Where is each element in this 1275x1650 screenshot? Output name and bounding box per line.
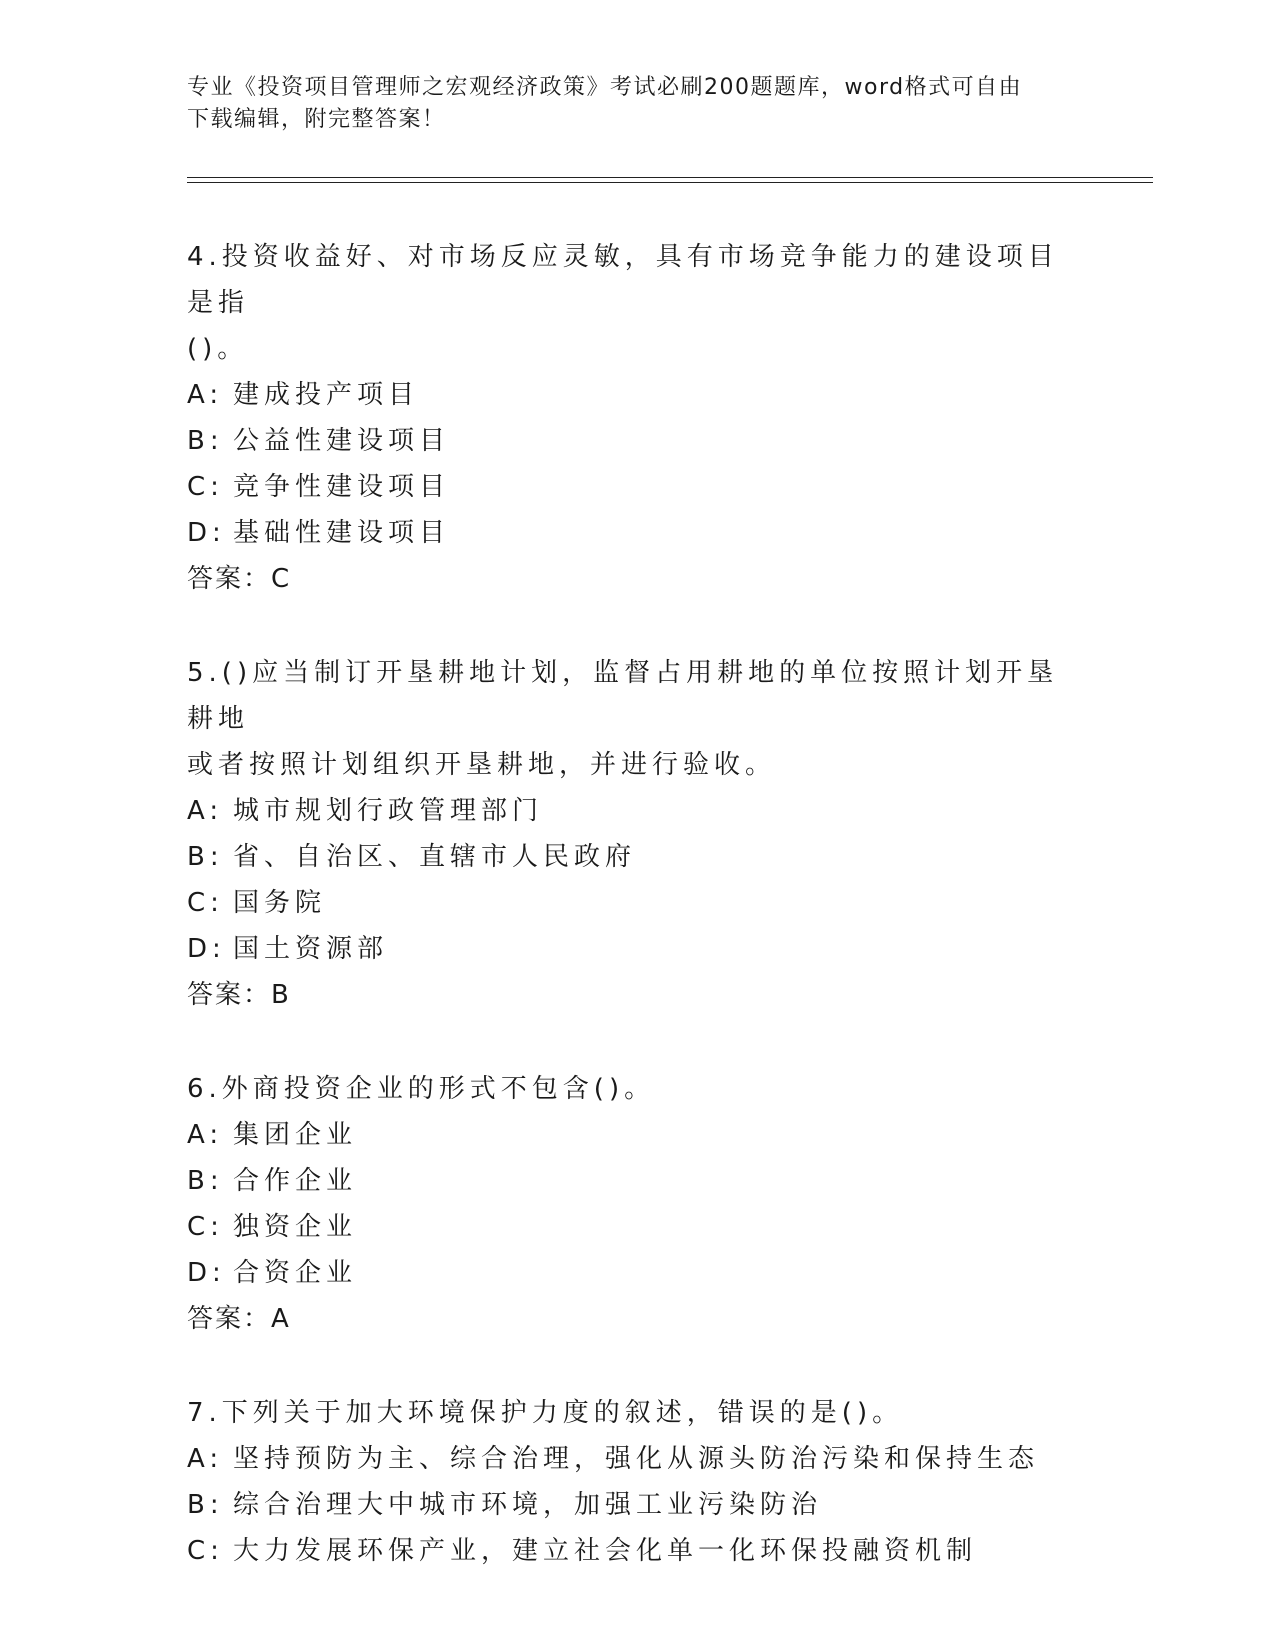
question-text-continued: 或者按照计划组织开垦耕地，并进行验收。: [187, 750, 777, 780]
option-text: 综合治理大中城市环境，加强工业污染防治: [233, 1490, 823, 1520]
option-text: 坚持预防为主、综合治理，强化从源头防治污染和保持生态: [233, 1444, 1040, 1474]
option-text: 集团企业: [233, 1120, 358, 1150]
header-divider-top: [187, 177, 1153, 178]
option-d: [187, 1250, 1087, 1296]
option-c: [187, 880, 1087, 926]
option-d: [187, 510, 1087, 556]
question-text: 4.投资收益好、对市场反应灵敏，具有市场竞争能力的建设项目是指: [187, 242, 1059, 318]
option-text: 国务院: [233, 888, 327, 918]
option-key: D:: [187, 518, 226, 548]
option-text: 国土资源部: [233, 934, 389, 964]
option-a: [187, 1112, 1087, 1158]
option-key: C:: [187, 888, 224, 918]
option-key: A:: [187, 1444, 224, 1474]
option-key: B:: [187, 1166, 224, 1196]
option-text: 建成投产项目: [233, 380, 420, 410]
header-line-1: 专业《投资项目管理师之宏观经济政策》考试必刷200题题库，word格式可自由: [187, 75, 1023, 100]
option-key: D:: [187, 1258, 226, 1288]
option-b: [187, 418, 1087, 464]
option-key: B:: [187, 426, 224, 456]
option-text: 竞争性建设项目: [233, 472, 451, 502]
option-b: [187, 1482, 1087, 1528]
option-key: C:: [187, 1536, 224, 1566]
option-key: A:: [187, 380, 224, 410]
header-line-2: 下载编辑，附完整答案！: [187, 107, 446, 132]
option-a: [187, 1436, 1087, 1482]
option-key: D:: [187, 934, 226, 964]
option-text: 省、自治区、直辖市人民政府: [233, 842, 637, 872]
answer-line: 答案：B: [187, 980, 291, 1010]
option-key: B:: [187, 842, 224, 872]
option-text: 独资企业: [233, 1212, 358, 1242]
option-text: 合作企业: [233, 1166, 358, 1196]
question-4: [187, 234, 1087, 602]
option-text: 基础性建设项目: [233, 518, 451, 548]
option-key: B:: [187, 1490, 224, 1520]
option-key: C:: [187, 472, 224, 502]
option-c: [187, 1204, 1087, 1250]
question-6: [187, 1066, 1087, 1342]
option-text: 公益性建设项目: [233, 426, 451, 456]
question-list: [187, 234, 1087, 1622]
question-text: 7.下列关于加大环境保护力度的叙述，错误的是()。: [187, 1398, 904, 1428]
option-text: 城市规划行政管理部门: [233, 796, 544, 826]
option-text: 合资企业: [233, 1258, 358, 1288]
option-a: [187, 372, 1087, 418]
document-header: [187, 72, 1067, 136]
question-5: [187, 650, 1087, 1018]
option-key: A:: [187, 1120, 224, 1150]
option-text: 大力发展环保产业，建立社会化单一化环保投融资机制: [233, 1536, 978, 1566]
option-b: [187, 1158, 1087, 1204]
option-c: [187, 1528, 1087, 1574]
question-text: 5.()应当制订开垦耕地计划，监督占用耕地的单位按照计划开垦耕地: [187, 658, 1059, 734]
question-7: [187, 1390, 1087, 1574]
header-divider-bottom: [187, 182, 1153, 183]
answer-line: 答案：C: [187, 564, 292, 594]
question-text: 6.外商投资企业的形式不包含()。: [187, 1074, 656, 1104]
option-key: C:: [187, 1212, 224, 1242]
option-a: [187, 788, 1087, 834]
answer-line: 答案：A: [187, 1304, 291, 1334]
option-d: [187, 926, 1087, 972]
option-c: [187, 464, 1087, 510]
question-text-continued: ()。: [187, 334, 249, 364]
option-key: A:: [187, 796, 224, 826]
option-b: [187, 834, 1087, 880]
